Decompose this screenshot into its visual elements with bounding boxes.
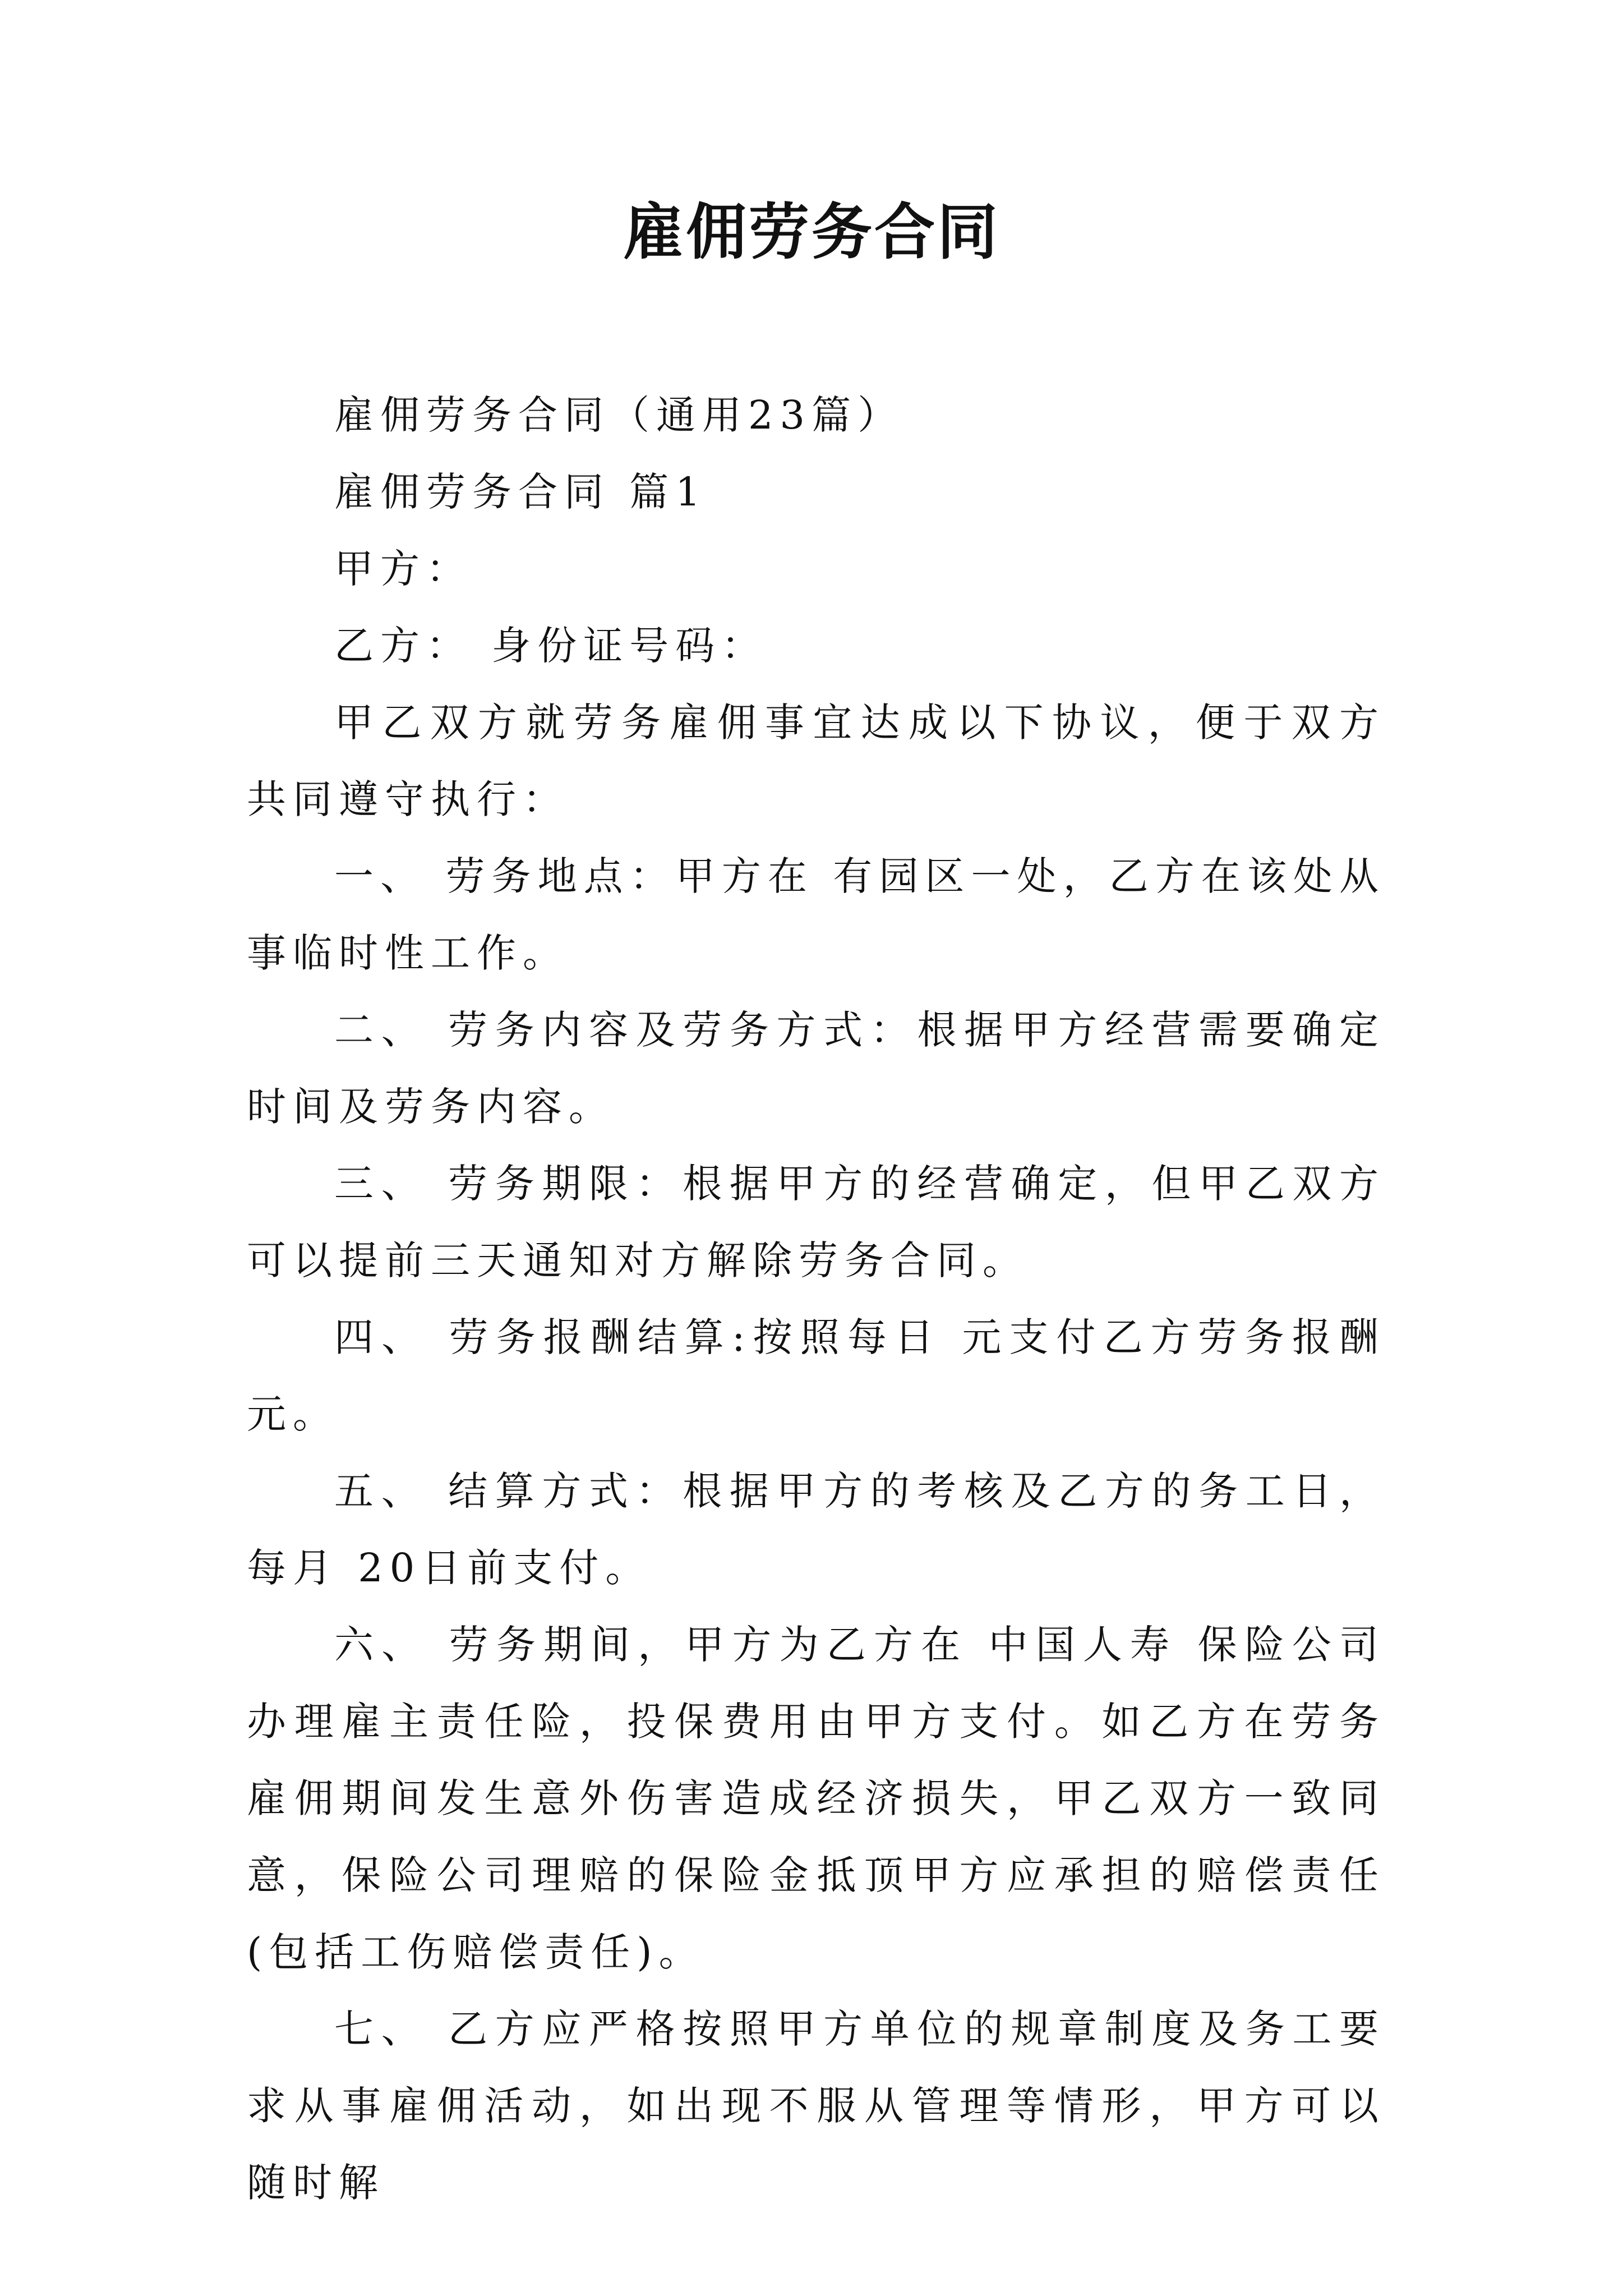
paragraph-clause-3: 三、 劳务期限：根据甲方的经营确定，但甲乙双方可以提前三天通知对方解除劳务合同。: [247, 1161, 1385, 1283]
paragraph-party-b: 乙方： 身份证号码：: [334, 623, 768, 669]
paragraph-clause-2: 二、 劳务内容及劳务方式：根据甲方经营需要确定时间及劳务内容。: [247, 1007, 1385, 1130]
paragraph-intro: 甲乙双方就劳务雇佣事宜达成以下协议，便于双方共同遵守执行：: [247, 700, 1385, 822]
paragraph-party-a: 甲方：: [334, 546, 472, 592]
paragraph-section-heading: 雇佣劳务合同 篇1: [334, 469, 707, 515]
paragraph-subtitle: 雇佣劳务合同（通用23篇）: [334, 392, 904, 438]
paragraph-clause-6: 六、 劳务期间，甲方为乙方在 中国人寿 保险公司办理雇主责任险，投保费用由甲方支付。如乙方在劳务雇佣期间发生意外伤害造成经济损失，甲乙双方一致同意，保险公司理赔的保险金抵顶甲方应承担的赔偿责任(包括工伤赔偿责任)。: [247, 1622, 1385, 1975]
paragraph-clause-7: 七、 乙方应严格按照甲方单位的规章制度及务工要求从事雇佣活动，如出现不服从管理等情形，甲方可以随时解: [247, 2006, 1385, 2206]
document-title: 雇佣劳务合同: [623, 197, 1000, 268]
paragraph-clause-1: 一、 劳务地点：甲方在 有园区一处，乙方在该处从事临时性工作。: [247, 853, 1385, 976]
paragraph-clause-5: 五、 结算方式：根据甲方的考核及乙方的务工日，每月 20日前支付。: [247, 1468, 1385, 1591]
paragraph-clause-4: 四、 劳务报酬结算:按照每日 元支付乙方劳务报酬元。: [247, 1314, 1385, 1437]
document-body: [247, 377, 1385, 2221]
